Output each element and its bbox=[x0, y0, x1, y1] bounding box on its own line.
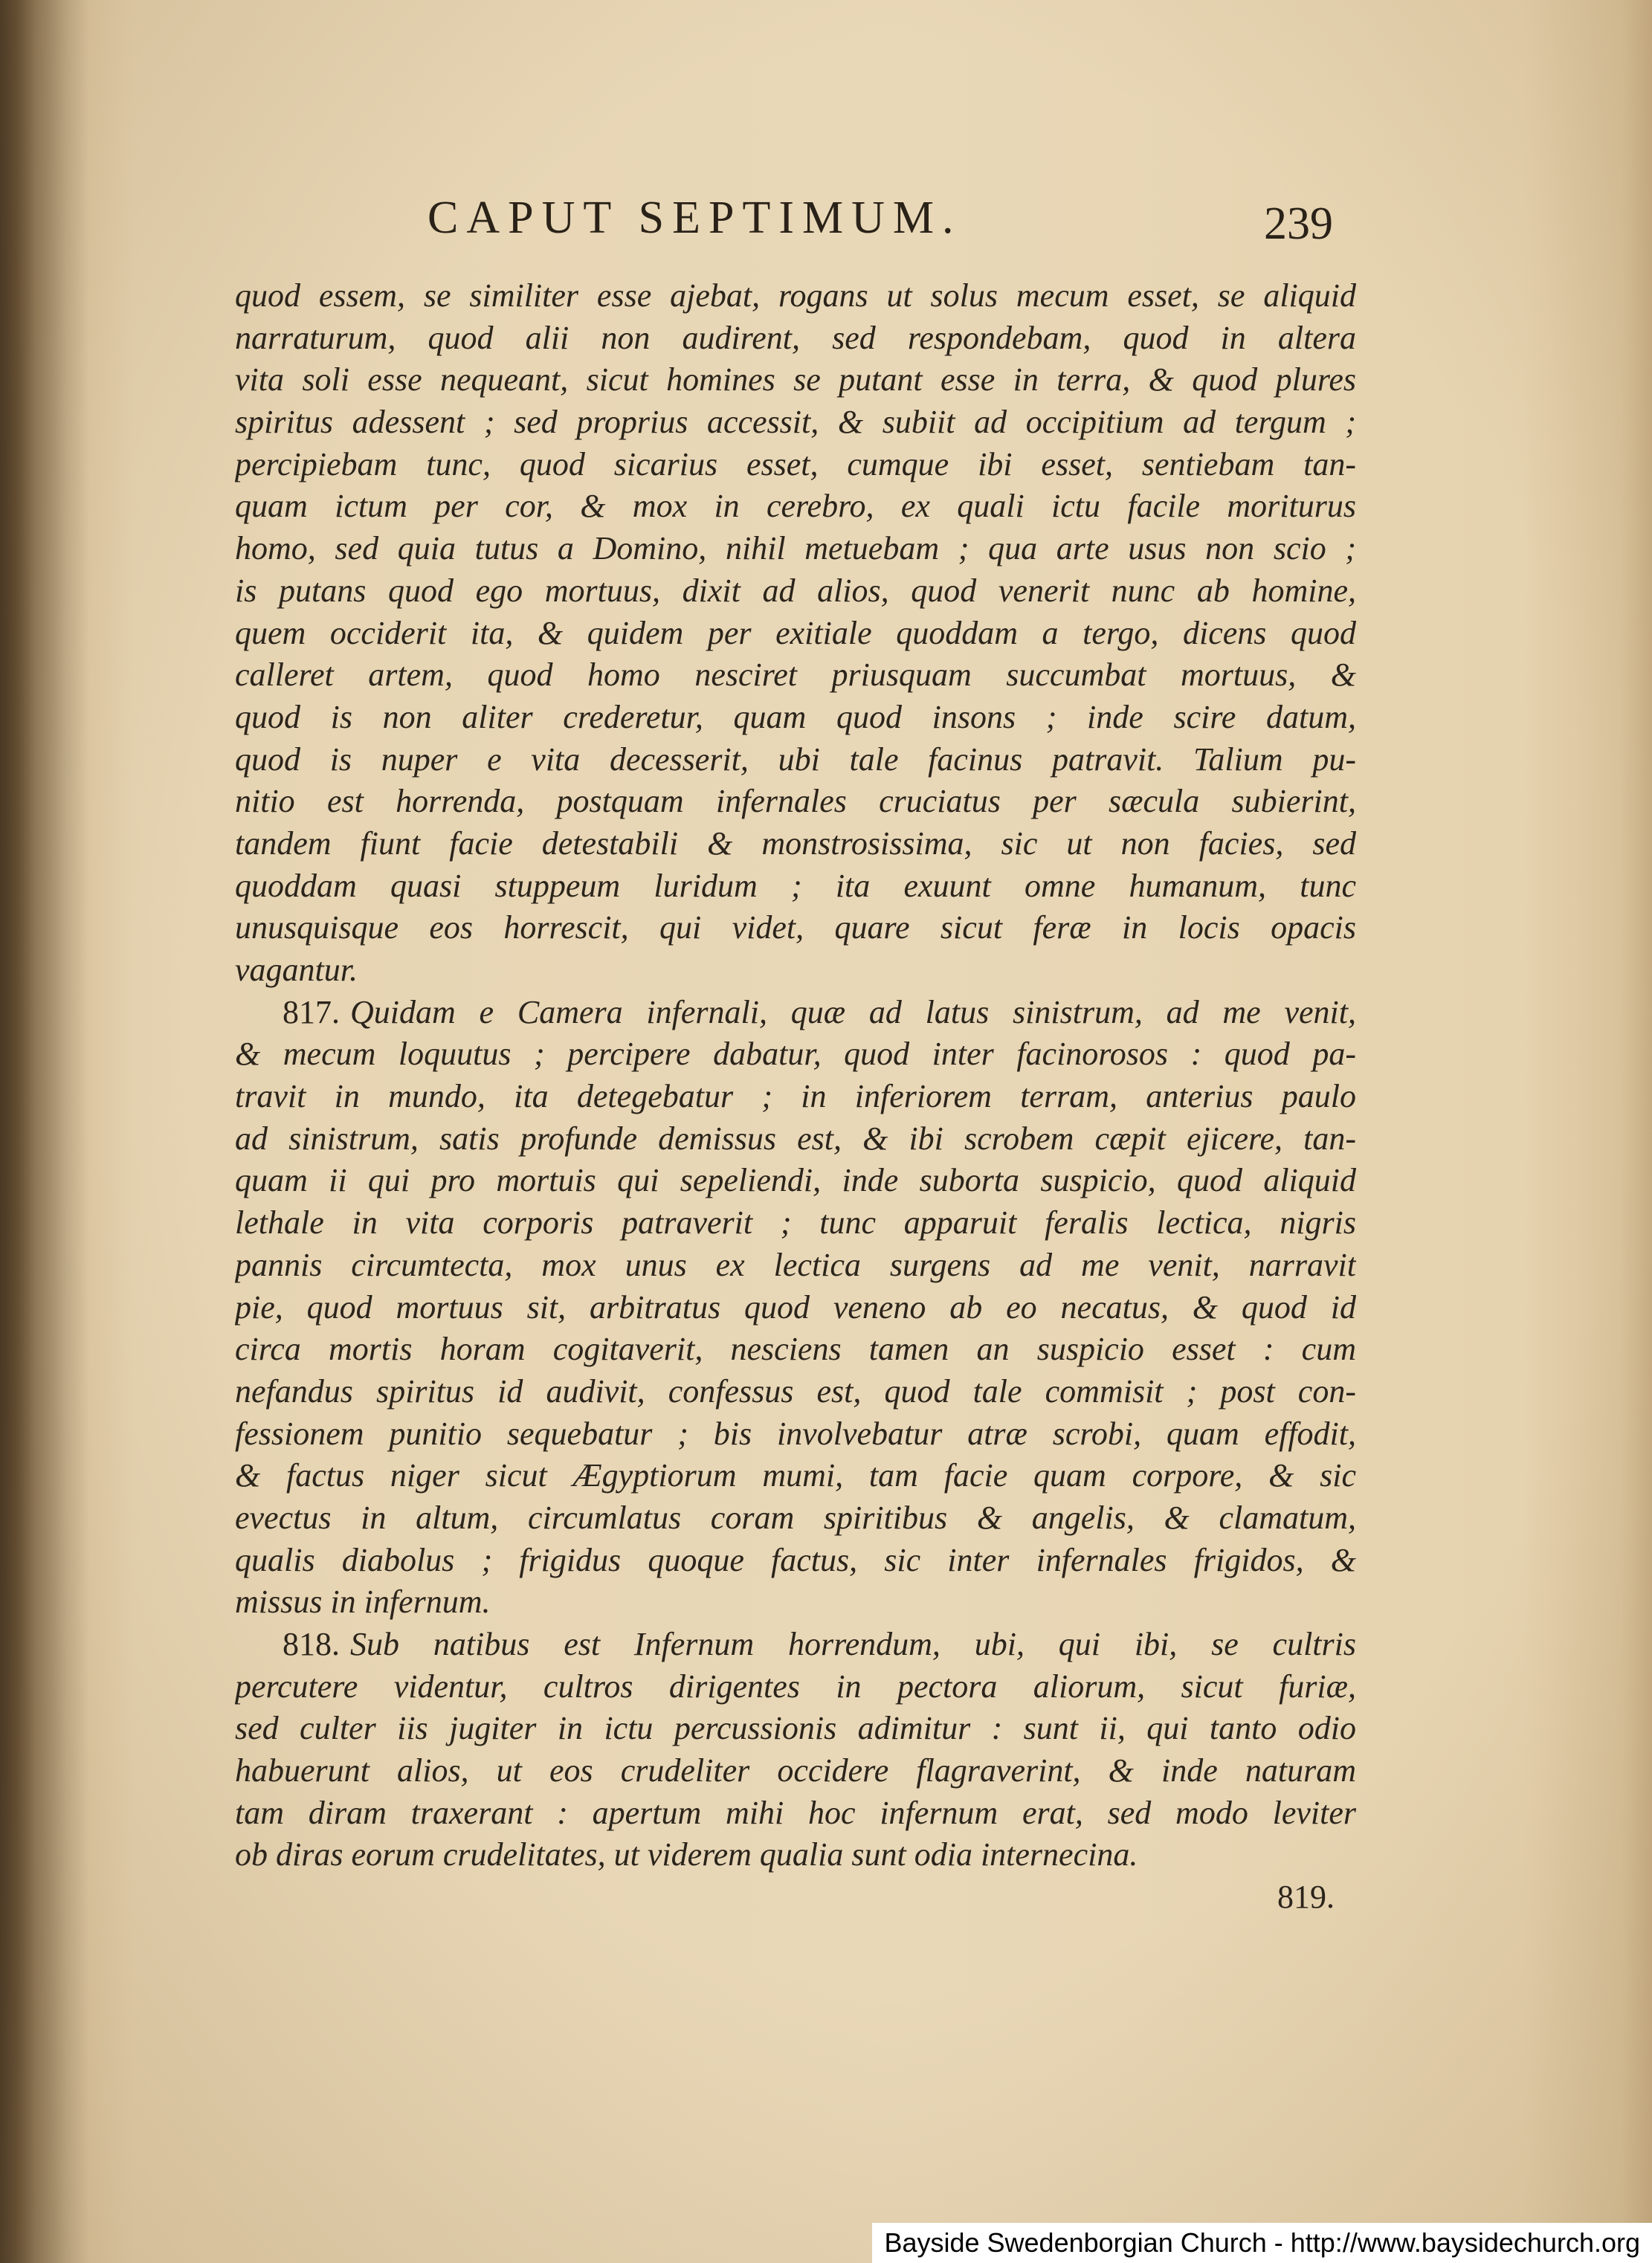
text-line: sed culter iis jugiter in ictu percussionis adimitur : sunt ii, qui tanto odio bbox=[235, 1710, 1356, 1747]
page-number: 239 bbox=[1264, 198, 1333, 249]
paragraph-818-first-line bbox=[235, 1624, 1356, 1666]
text-line: quoddam quasi stuppeum luridum ; ita exuunt omne humanum, tunc bbox=[235, 867, 1356, 904]
text-line: fessionem punitio sequebatur ; bis involvebatur atræ scrobi, quam effodit, bbox=[235, 1415, 1356, 1452]
text-line: ad sinistrum, satis profunde demissus est, & ibi scrobem cæpit ejicere, tan- bbox=[235, 1120, 1356, 1157]
gutter-shadow bbox=[0, 0, 89, 2263]
text-line: is putans quod ego mortuus, dixit ad alios, quod venerit nunc ab homine, bbox=[235, 572, 1356, 609]
body-text bbox=[235, 275, 1356, 1876]
text-line: tam diram traxerant : apertum mihi hoc infernum erat, sed modo leviter bbox=[235, 1794, 1356, 1831]
text-line: nitio est horrenda, postquam infernales cruciatus per sæcula subierint, bbox=[235, 783, 1356, 820]
text-line: Sub natibus est Infernum horrendum, ubi, qui ibi, se cultris bbox=[350, 1626, 1356, 1662]
text-line: quam ii qui pro mortuis qui sepeliendi, inde suborta suspicio, quod aliquid bbox=[235, 1162, 1356, 1199]
text-line: quod is nuper e vita decesserit, ubi tale facinus patravit. Talium pu- bbox=[235, 740, 1356, 778]
text-line: quod essem, se similiter esse ajebat, rogans ut solus mecum esset, se aliquid bbox=[235, 277, 1356, 314]
text-line: qualis diabolus ; frigidus quoque factus, sic inter infernales frigidos, & bbox=[235, 1541, 1356, 1578]
running-head: CAPUT SEPTIMUM. bbox=[427, 193, 962, 243]
text-line: travit in mundo, ita detegebatur ; in inferiorem terram, anterius paulo bbox=[235, 1078, 1356, 1115]
text-line: percutere videntur, cultros dirigentes in pectora aliorum, sicut furiæ, bbox=[235, 1668, 1356, 1705]
text-line: vita soli esse nequeant, sicut homines se putant esse in terra, & quod plures bbox=[235, 361, 1356, 398]
text-line: & mecum loquutus ; percipere dabatur, quod inter facinorosos : quod pa- bbox=[235, 1036, 1356, 1073]
text-line: missus in infernum. bbox=[235, 1584, 491, 1621]
section-number: 818. bbox=[283, 1626, 340, 1662]
text-line: tandem fiunt facie detestabili & monstrosissima, sic ut non facies, sed bbox=[235, 824, 1356, 862]
text-line: Quidam e Camera infernali, quæ ad latus sinistrum, ad me venit, bbox=[350, 993, 1356, 1030]
paragraph-817-first-line bbox=[235, 992, 1356, 1034]
text-line: & factus niger sicut Ægyptiorum mumi, tam facie quam corpore, & sic bbox=[235, 1457, 1356, 1494]
text-line: vagantur. bbox=[235, 952, 358, 988]
text-line: pie, quod mortuus sit, arbitratus quod veneno ab eo necatus, & quod id bbox=[235, 1288, 1356, 1326]
text-line: nefandus spiritus id audivit, confessus est, quod tale commisit ; post con- bbox=[235, 1372, 1356, 1410]
text-line: habuerunt alios, ut eos crudeliter occidere flagraverint, & inde naturam bbox=[235, 1752, 1356, 1789]
text-line: quod is non aliter crederetur, quam quod insons ; inde scire datum, bbox=[235, 698, 1356, 735]
text-line: percipiebam tunc, quod sicarius esset, cumque ibi esset, sentiebam tan- bbox=[235, 445, 1356, 482]
footer-credit: Bayside Swedenborgian Church - http://www.baysidechurch.org bbox=[872, 2223, 1652, 2263]
text-line: lethale in vita corporis patraverit ; tunc apparuit feralis lectica, nigris bbox=[235, 1204, 1356, 1242]
text-line: spiritus adessent ; sed proprius accessit, & subiit ad occipitium ad tergum ; bbox=[235, 404, 1356, 441]
text-line: evectus in altum, circumlatus coram spiritibus & angelis, & clamatum, bbox=[235, 1499, 1356, 1536]
text-line: unusquisque eos horrescit, qui videt, quare sicut feræ in locis opacis bbox=[235, 909, 1356, 946]
text-line: quam ictum per cor, & mox in cerebro, ex quali ictu facile moriturus bbox=[235, 488, 1356, 525]
text-line: ob diras eorum crudelitates, ut viderem qualia sunt odia internecina. bbox=[235, 1836, 1138, 1873]
text-line: pannis circumtecta, mox unus ex lectica surgens ad me venit, narravit bbox=[235, 1246, 1356, 1283]
text-line: narraturum, quod alii non audirent, sed respondebam, quod in altera bbox=[235, 319, 1356, 356]
text-line: circa mortis horam cogitaverit, nesciens tamen an suspicio esset : cum bbox=[235, 1331, 1356, 1368]
text-line: quem occiderit ita, & quidem per exitiale quoddam a tergo, dicens quod bbox=[235, 614, 1356, 651]
text-line: homo, sed quia tutus a Domino, nihil metuebam ; qua arte usus non scio ; bbox=[235, 530, 1356, 567]
text-line: calleret artem, quod homo nesciret priusquam succumbat mortuus, & bbox=[235, 656, 1356, 694]
section-number: 817. bbox=[283, 993, 340, 1030]
catchword: 819. bbox=[1277, 1879, 1335, 1915]
